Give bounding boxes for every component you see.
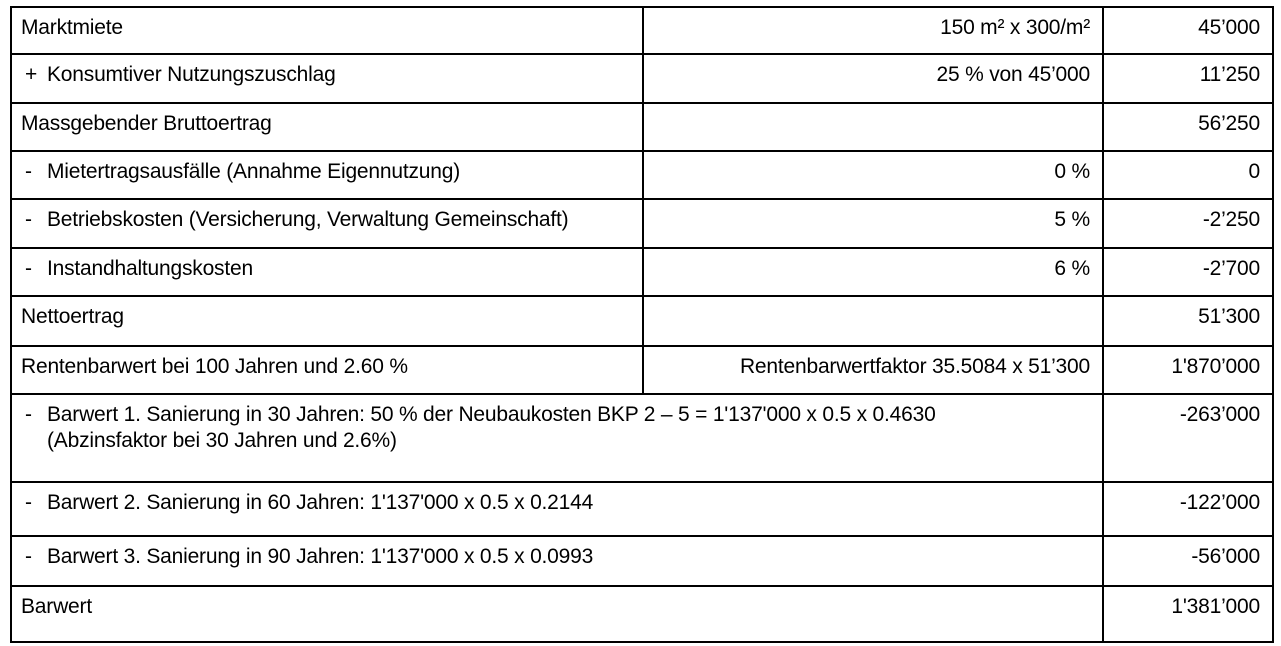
table-row (11, 151, 1273, 199)
calc-cell: 0 % (643, 151, 1103, 199)
value-cell: 0 (1103, 151, 1273, 199)
row-label: Nettoertrag (21, 305, 124, 328)
value-cell: 1'381’000 (1103, 586, 1273, 642)
table-row (11, 296, 1273, 346)
table-row (11, 7, 1273, 54)
label-cell (11, 151, 643, 199)
row-label: Rentenbarwert bei 100 Jahren und 2.60 % (21, 355, 408, 378)
label-cell (11, 54, 643, 103)
value-cell: -2’250 (1103, 199, 1273, 248)
label-cell-merged (11, 586, 1103, 642)
table-row (11, 394, 1273, 482)
row-sign: - (25, 403, 32, 426)
calc-cell: 150 m² x 300/m² (643, 7, 1103, 54)
label-cell (11, 199, 643, 248)
value-cell: -122’000 (1103, 482, 1273, 536)
row-label: Massgebender Bruttoertrag (21, 112, 272, 135)
table-row (11, 586, 1273, 642)
row-label: Barwert 3. Sanierung in 90 Jahren: 1'137'000 x 0.5 x 0.0993 (47, 545, 594, 568)
row-sign: - (25, 257, 32, 280)
label-cell-merged (11, 482, 1103, 536)
label-cell (11, 103, 643, 151)
row-label: Betriebskosten (Versicherung, Verwaltung Gemeinschaft) (47, 208, 569, 231)
value-cell: 1'870’000 (1103, 346, 1273, 394)
value-cell: -56’000 (1103, 536, 1273, 586)
label-cell (11, 7, 643, 54)
label-cell-merged (11, 536, 1103, 586)
row-label: Barwert 2. Sanierung in 60 Jahren: 1'137'000 x 0.5 x 0.2144 (47, 491, 594, 514)
value-cell: -2’700 (1103, 248, 1273, 296)
calc-cell: 6 % (643, 248, 1103, 296)
label-cell (11, 346, 643, 394)
value-cell: 45’000 (1103, 7, 1273, 54)
row-label: Barwert (21, 595, 92, 618)
row-label: Barwert 1. Sanierung in 30 Jahren: 50 % der Neubaukosten BKP 2 – 5 = 1'137'000 x 0.5 x 0.4630 (47, 403, 936, 426)
row-sign: + (25, 63, 38, 86)
row-sign: - (25, 208, 32, 231)
table-row (11, 536, 1273, 586)
value-cell: 56’250 (1103, 103, 1273, 151)
table-row (11, 54, 1273, 103)
table-row (11, 103, 1273, 151)
row-label-line2: (Abzinsfaktor bei 30 Jahren und 2.6%) (47, 429, 397, 453)
value-cell: 51’300 (1103, 296, 1273, 346)
valuation-table (10, 6, 1274, 643)
table-row (11, 346, 1273, 394)
value-cell: 11’250 (1103, 54, 1273, 103)
value-cell: -263’000 (1103, 394, 1273, 482)
calc-cell: 25 % von 45’000 (643, 54, 1103, 103)
calc-cell (643, 296, 1103, 346)
row-label: Instandhaltungskosten (47, 257, 253, 280)
table-row (11, 248, 1273, 296)
row-sign: - (25, 491, 32, 514)
row-label: Mietertragsausfälle (Annahme Eigennutzung) (47, 160, 461, 183)
row-label: Marktmiete (21, 16, 123, 39)
calc-cell (643, 103, 1103, 151)
table-row (11, 482, 1273, 536)
label-cell-merged (11, 394, 1103, 482)
row-sign: - (25, 160, 32, 183)
row-label: Konsumtiver Nutzungszuschlag (47, 63, 336, 86)
row-sign: - (25, 545, 32, 568)
calc-cell: 5 % (643, 199, 1103, 248)
table-row (11, 199, 1273, 248)
label-cell (11, 248, 643, 296)
label-cell (11, 296, 643, 346)
calc-cell: Rentenbarwertfaktor 35.5084 x 51’300 (643, 346, 1103, 394)
